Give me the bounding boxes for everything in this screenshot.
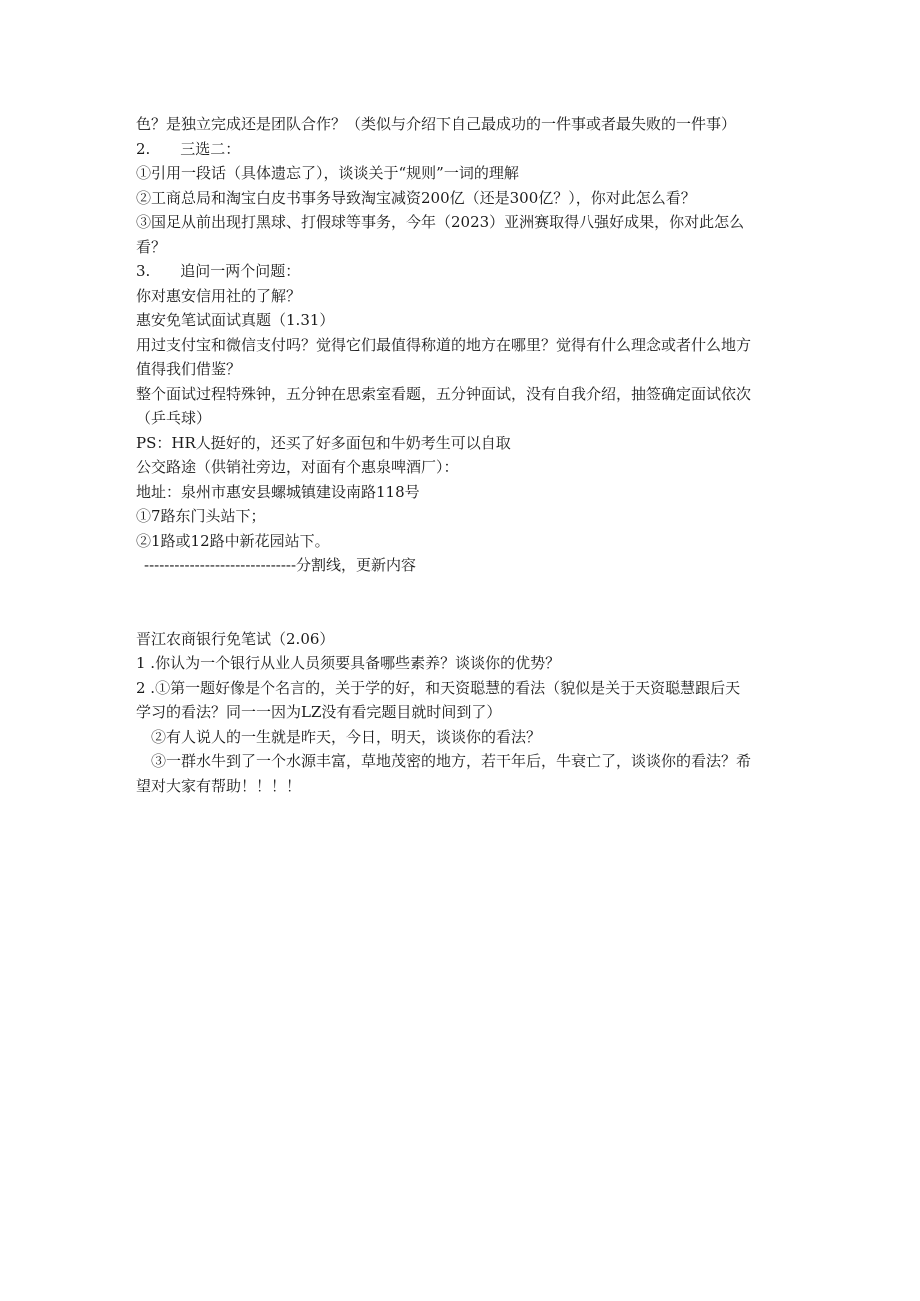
paragraph-line: 用过支付宝和微信支付吗？觉得它们最值得称道的地方在哪里？觉得有什么理念或者什么地方 — [136, 335, 752, 354]
section-divider: ------------------------------分割线，更新内容 — [144, 556, 417, 574]
list-item: ③国足从前出现打黑球、打假球等事务，今年（2023）亚洲赛取得八强好成果，你对此怎么 — [136, 213, 745, 231]
list-item: ②1路或12路中新花园站下。 — [136, 531, 330, 550]
document-body — [136, 112, 786, 798]
paragraph-line: 色？是独立完成还是团队合作？（类似与介绍下自己最成功的一件事或者最失败的一件事） — [136, 115, 737, 133]
section-title: 惠安免笔试面试真题（1.31） — [136, 311, 335, 329]
list-heading: 2. 三选二： — [136, 139, 241, 158]
list-heading: 3. 追问一两个问题： — [136, 262, 301, 280]
list-item: 1 .你认为一个银行从业人员须要具备哪些素养？谈谈你的优势？ — [136, 654, 561, 672]
paragraph-line: 值得我们借鉴？ — [136, 360, 242, 378]
list-item: 2 .①第一题好像是个名言的，关于学的好，和天资聪慧的看法（貌似是关于天资聪慧跟后天 — [136, 678, 741, 697]
list-item: ①7路东门头站下； — [136, 507, 266, 525]
list-item: ①引用一段话（具体遗忘了），谈谈关于“规则”一词的理解 — [136, 164, 519, 182]
list-item: ②工商总局和淘宝白皮书事务导致淘宝减资200亿（还是300亿？），你对此怎么看？ — [136, 188, 696, 207]
paragraph-line: PS：HR人挺好的，还买了好多面包和牛奶考生可以自取 — [136, 433, 511, 452]
paragraph-line: 学习的看法？同一一因为LZ没有看完题目就时间到了） — [136, 703, 502, 721]
section-title: 晋江农商银行免笔试（2.06） — [136, 629, 335, 648]
paragraph-line: 看？ — [136, 237, 167, 256]
paragraph-line: 整个面试过程特殊钟，五分钟在思索室看题，五分钟面试，没有自我介绍，抽签确定面试依次 — [136, 384, 752, 403]
paragraph-line: （乒乓球） — [136, 409, 212, 427]
paragraph-line: 你对惠安信用社的了解？ — [136, 286, 302, 305]
spacer — [136, 578, 786, 627]
list-item: ②有人说人的一生就是昨天，今日，明天，谈谈你的看法？ — [136, 727, 542, 746]
list-item: ③一群水牛到了一个水源丰富，草地茂密的地方，若干年后，牛衰亡了，谈谈你的看法？希 — [136, 752, 752, 770]
paragraph-line: 望对大家有帮助！！！！ — [136, 776, 302, 795]
address-line: 地址：泉州市惠安县螺城镇建设南路118号 — [136, 482, 420, 501]
paragraph-line: 公交路途（供销社旁边，对面有个惠泉啤酒厂）： — [136, 458, 459, 476]
